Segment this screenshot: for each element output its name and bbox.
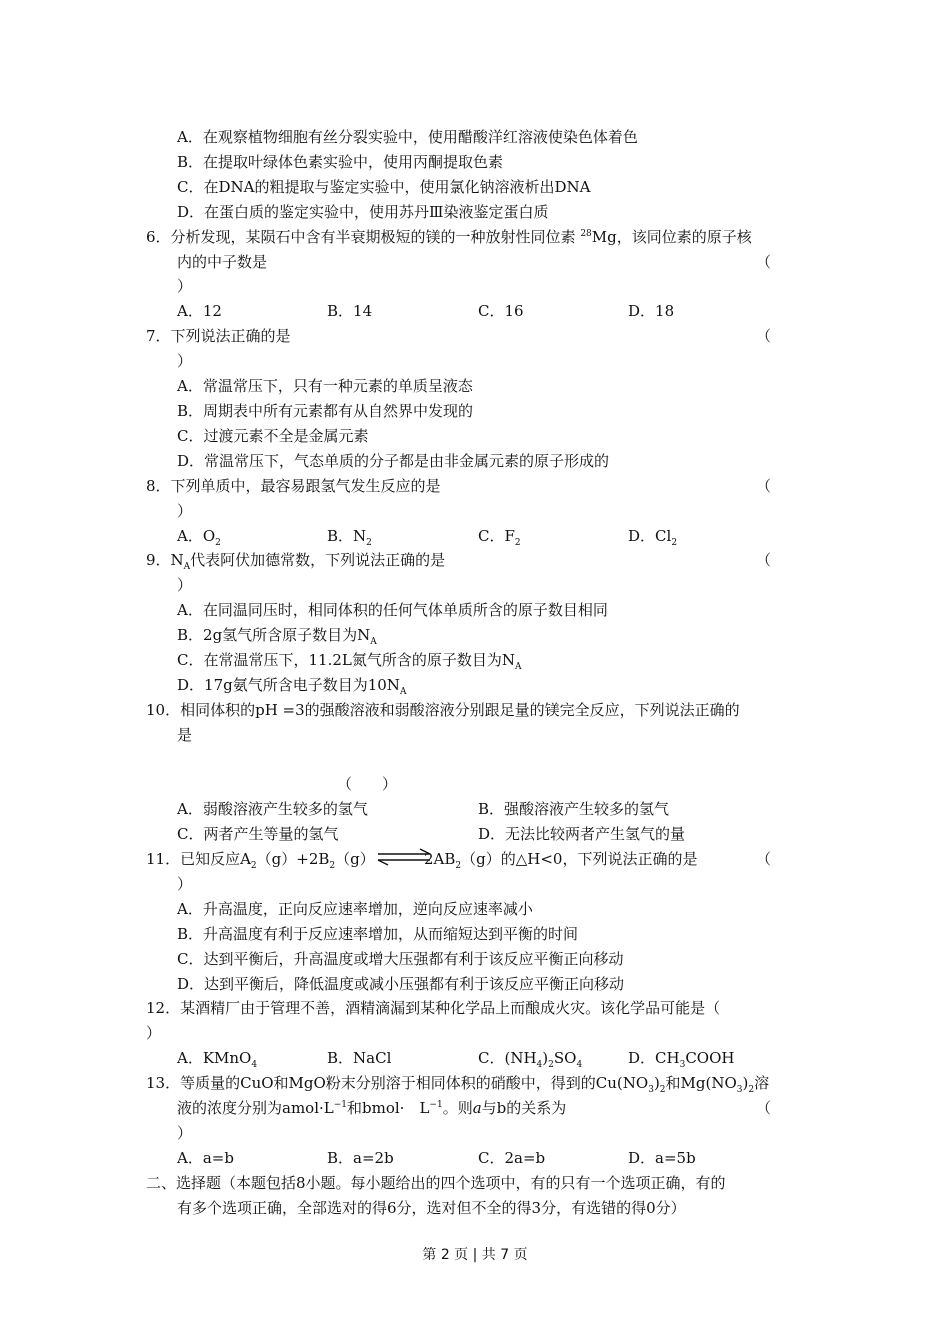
q10-option-d: D．无法比较两者产生氢气的量	[478, 825, 686, 843]
q6-stem: 6．分析发现，某陨石中含有半衰期极短的镁的一种放射性同位素 $^{28}$Mg，该同位素的原子核	[146, 228, 752, 246]
q12-option-c: C．$(NH_4)_2SO_4$	[478, 1049, 583, 1070]
q10-stem: 10．相同体积的pH =3的强酸溶液和弱酸溶液分别跟足量的镁完全反应，下列说法正确的	[146, 701, 740, 719]
q8-stem: 8．下列单质中，最容易跟氢气发生反应的是	[146, 477, 441, 495]
q5-option-c: C．在DNA的粗提取与鉴定实验中，使用氯化钠溶液析出DNA	[177, 178, 591, 196]
q8-option-a: A．$O_2$	[177, 527, 221, 548]
q7-option-b: B．周期表中所有元素都有从自然界中发现的	[177, 402, 474, 420]
q9-option-d: D．17g氨气所含电子数目为$10N_A$	[177, 676, 407, 697]
q10-option-b: B．强酸溶液产生较多的氢气	[478, 800, 670, 818]
q8-option-c: C．$F_2$	[478, 527, 521, 548]
q6-option-c: C．16	[478, 302, 524, 320]
q8-answer-bracket-open: （	[756, 477, 772, 495]
q11-stem-right: $2AB_2(g)$的△H<0，下列说法正确的是	[424, 850, 698, 871]
q6-answer-bracket-open: （	[756, 253, 772, 271]
q8-option-b: B．$N_2$	[327, 527, 372, 548]
q12-option-a: A．KMnO$_4$	[177, 1049, 258, 1070]
q7-option-a: A．常温常压下，只有一种元素的单质呈液态	[177, 377, 473, 395]
section2-heading-line2: 有多个选项正确，全部选对的得6分，选对但不全的得3分，有选错的得0分）	[177, 1199, 686, 1217]
section2-heading: 二、选择题（本题包括8小题。每小题给出的四个选项中，有的只有一个选项正确，有的	[146, 1174, 726, 1192]
q8-option-d: D．$Cl_2$	[628, 527, 678, 548]
q6-option-a: A．12	[177, 302, 222, 320]
q13-answer-bracket-open: （	[756, 1099, 772, 1117]
q7-stem: 7．下列说法正确的是	[146, 327, 291, 345]
q13-answer-bracket-close: ）	[177, 1124, 193, 1142]
q12-option-d: D．$CH_3COOH$	[628, 1049, 735, 1070]
q5-option-a: A．在观察植物细胞有丝分裂实验中，使用醋酸洋红溶液使染色体着色	[177, 128, 638, 146]
q9-stem: 9．$N_A$代表阿伏加德常数，下列说法正确的是	[146, 551, 446, 572]
q11-stem-left: 11．已知反应$A_2(g)+2B_2(g)$	[146, 850, 375, 871]
q11-option-a: A．升高温度，正向反应速率增加，逆向反应速率减小	[177, 900, 533, 918]
q5-option-b: B．在提取叶绿体色素实验中，使用丙酮提取色素	[177, 153, 504, 171]
q6-answer-bracket-close: ）	[177, 277, 193, 295]
q6-stem-line2: 内的中子数是	[177, 253, 268, 271]
q6-option-b: B．14	[327, 302, 373, 320]
q7-option-d: D．常温常压下，气态单质的分子都是由非金属元素的原子形成的	[177, 452, 610, 470]
q9-option-c: C．在常温常压下，11.2L氮气所含的原子数目为$N_A$	[177, 651, 522, 672]
q6-option-d: D．18	[628, 302, 675, 320]
q11-answer-bracket-open: （	[756, 850, 772, 868]
q7-option-c: C．过渡元素不全是金属元素	[177, 427, 369, 445]
q13-stem: 13．等质量的CuO和MgO粉末分别溶于相同体积的硝酸中，得到的$Cu(NO_3)_2$和$Mg(NO_3)_2$溶	[146, 1074, 770, 1095]
q9-answer-bracket-close: ）	[177, 576, 193, 594]
q10-option-a: A．弱酸溶液产生较多的氢气	[177, 800, 368, 818]
page-footer: 第 2 页 | 共 7 页	[422, 1247, 528, 1263]
q7-answer-bracket-open: （	[756, 327, 772, 345]
q8-answer-bracket-close: ）	[177, 502, 193, 520]
q10-option-c: C．两者产生等量的氢气	[177, 825, 339, 843]
q9-option-b: B．2g氢气所含原子数目为$N_A$	[177, 626, 377, 647]
q12-stem: 12．某酒精厂由于管理不善，酒精滴漏到某种化学品上而酿成火灾。该化学品可能是（	[146, 999, 721, 1017]
q13-option-d: D．a=5b	[628, 1149, 696, 1167]
q9-answer-bracket-open: （	[756, 551, 772, 569]
q11-option-c: C．达到平衡后，升高温度或增大压强都有利于该反应平衡正向移动	[177, 950, 624, 968]
q10-answer-bracket: （ ）	[337, 775, 398, 793]
q12-option-b: B．NaCl	[327, 1049, 392, 1067]
q11-answer-bracket-close: ）	[177, 875, 193, 893]
q13-option-c: C．2a=b	[478, 1149, 546, 1167]
q13-stem-line2: 液的浓度分别为$amol\cdot L^{-1}$和bmol· $L^{-1}$。则a与b的关系为	[177, 1099, 567, 1117]
q9-option-a: A．在同温同压时，相同体积的任何气体单质所含的原子数目相同	[177, 601, 608, 619]
q10-stem-line2: 是	[177, 726, 193, 744]
q5-option-d: D．在蛋白质的鉴定实验中，使用苏丹Ⅲ染液鉴定蛋白质	[177, 203, 549, 221]
q7-answer-bracket-close: ）	[177, 352, 193, 370]
q13-option-b: B．a=2b	[327, 1149, 394, 1167]
q11-option-b: B．升高温度有利于反应速率增加，从而缩短达到平衡的时间	[177, 925, 579, 943]
q12-answer-bracket-close: ）	[146, 1024, 162, 1042]
q11-option-d: D．达到平衡后，降低温度或减小压强都有利于该反应平衡正向移动	[177, 975, 625, 993]
q13-option-a: A．a=b	[177, 1149, 234, 1167]
